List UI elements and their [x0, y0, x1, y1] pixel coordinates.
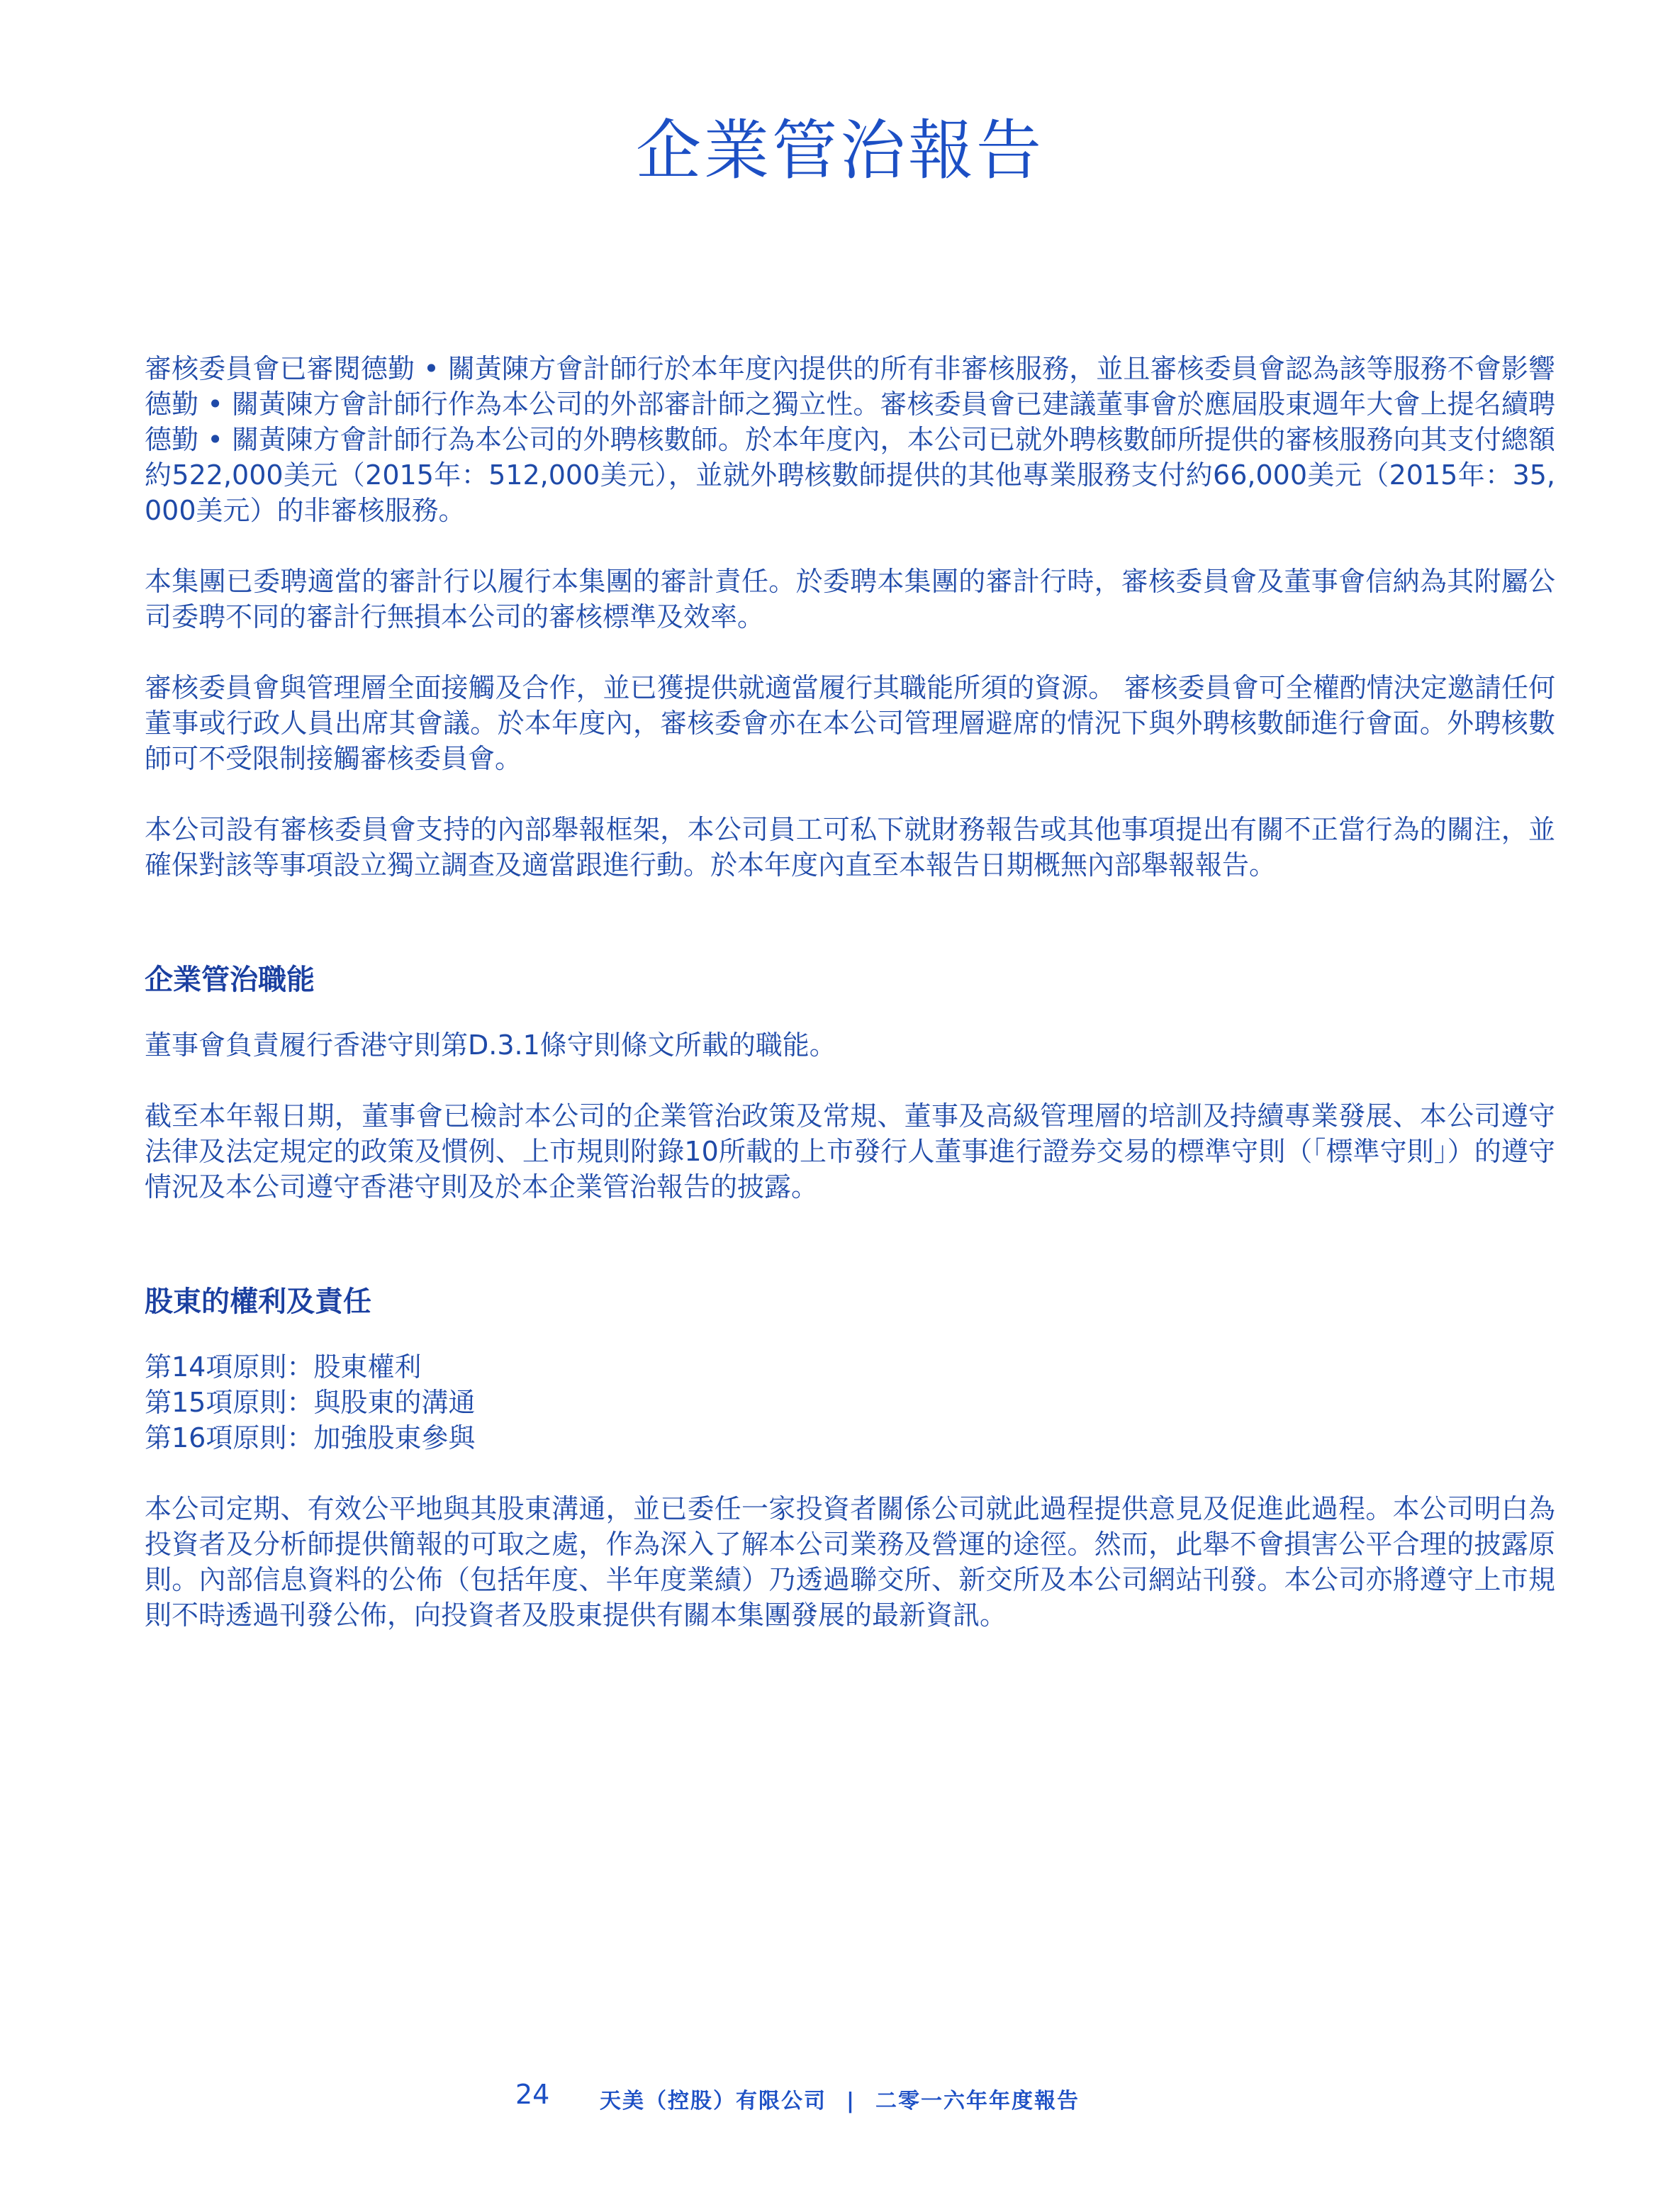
- page-footer: [0, 2079, 1680, 2121]
- page-number: 24: [515, 2079, 550, 2110]
- footer-caption: [600, 2083, 1080, 2114]
- section-heading-governance: 企業管治職能: [145, 964, 315, 996]
- footer-report: 二零一六年年度報告: [875, 2089, 1080, 2114]
- section-heading-shareholders: 股東的權利及責任: [145, 1285, 371, 1318]
- audit-paragraph-3: 審核委員會與管理層全面接觸及合作，並已獲提供就適當履行其職能所須的資源。 審核委員會可全權酌情決定邀請任何董事或行政人員出席其會議。於本年度內，審核委會亦在本公司管理層避席的情況下與外聘核數師進行會面。外聘核數師可不受限制接觸審核委員會。: [145, 672, 1555, 774]
- audit-paragraph-1: 審核委員會已審閱德勤 • 關黃陳方會計師行於本年度內提供的所有非審核服務，並且審核委員會認為該等服務不會影響德勤 • 關黃陳方會計師行作為本公司的外部審計師之獨立性。審核委員會已建議董事會於應屆股東週年大會上提名續聘德勤 • 關黃陳方會計師行為本公司的外聘核數師。於本年度內，本公司已就外聘核數師所提供的審核服務向其支付總額約522,000美元（2015年：512,000美元），並就外聘核數師提供的其他專業服務支付約66,000美元（2015年：35,000美元）的非審核服務。: [145, 353, 1555, 526]
- page-content: [145, 351, 1555, 1633]
- shareholders-paragraph-1: 本公司定期、有效公平地與其股東溝通，並已委任一家投資者關係公司就此過程提供意見及促進此過程。本公司明白為投資者及分析師提供簡報的可取之處，作為深入了解本公司業務及營運的途徑。然而，此舉不會損害公平合理的披露原則。內部信息資料的公佈（包括年度、半年度業績）乃透過聯交所、新交所及本公司網站刊發。本公司亦將遵守上市規則不時透過刊發公佈，向投資者及股東提供有關本集團發展的最新資訊。: [145, 1493, 1555, 1631]
- principle-item: 第15項原則：與股東的溝通: [145, 1387, 476, 1418]
- page-title: 企業管治報告: [635, 113, 1044, 189]
- governance-paragraph-1: 董事會負責履行香港守則第D.3.1條守則條文所載的職能。: [145, 1029, 836, 1061]
- footer-separator: |: [846, 2089, 856, 2114]
- principle-item: 第14項原則：股東權利: [145, 1351, 422, 1383]
- governance-paragraph-2: 截至本年報日期，董事會已檢討本公司的企業管治政策及常規、董事及高級管理層的培訓及持續專業發展、本公司遵守法律及法定規定的政策及慣例、上市規則附錄10所載的上市發行人董事進行證券交易的標準守則（「標準守則」）的遵守情況及本公司遵守香港守則及於本企業管治報告的披露。: [145, 1100, 1555, 1202]
- footer-company: 天美（控股）有限公司: [600, 2089, 827, 2114]
- audit-paragraph-4: 本公司設有審核委員會支持的內部舉報框架，本公司員工可私下就財務報告或其他事項提出有關不正當行為的關注，並確保對該等事項設立獨立調查及適當跟進行動。於本年度內直至本報告日期概無內部舉報報告。: [145, 814, 1555, 881]
- audit-paragraph-2: 本集團已委聘適當的審計行以履行本集團的審計責任。於委聘本集團的審計行時，審核委員會及董事會信納為其附屬公司委聘不同的審計行無損本公司的審核標準及效率。: [145, 566, 1555, 632]
- principle-item: 第16項原則：加強股東參與: [145, 1422, 476, 1453]
